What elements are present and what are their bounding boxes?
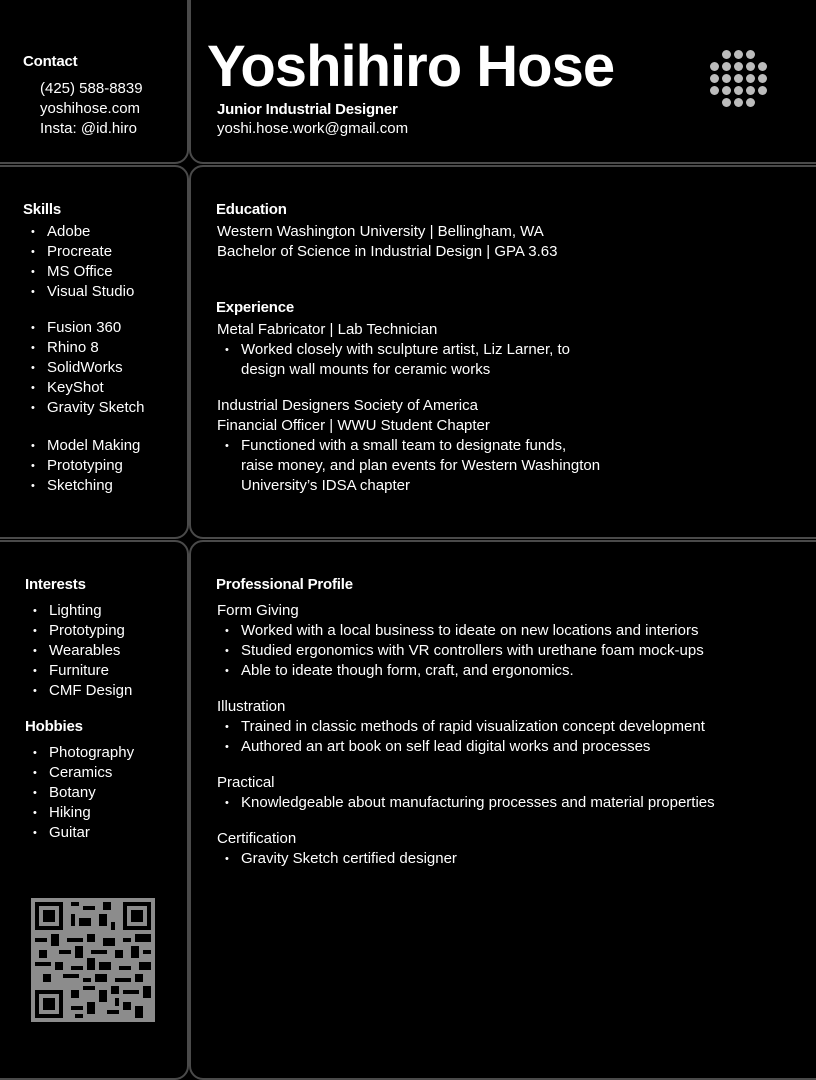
list-item: • Adobe xyxy=(23,222,134,242)
list-item: • Prototyping xyxy=(23,456,140,476)
list-item: • Procreate xyxy=(23,242,134,262)
skills-heading: Skills xyxy=(23,201,61,218)
contact-website[interactable]: yoshihose.com xyxy=(40,100,141,117)
email-link[interactable]: yoshi.hose.work@gmail.com xyxy=(217,120,409,137)
profile-section-title: Form Giving xyxy=(217,602,299,619)
profile-certification-list xyxy=(217,849,457,869)
job1-title: Metal Fabricator | Lab Technician xyxy=(217,321,438,338)
list-item: • Able to ideate though form, craft, and ergonomics. xyxy=(217,661,704,681)
list-item: • Visual Studio xyxy=(23,282,134,302)
job2-title: Financial Officer | WWU Student Chapter xyxy=(217,417,490,434)
list-item: • Wearables xyxy=(25,641,132,661)
list-item: • Functioned with a small team to designate funds, raise money, and plan events for Western Washington University’s IDSA chapter xyxy=(217,436,600,496)
hobbies-heading: Hobbies xyxy=(25,718,83,735)
skills-list-making xyxy=(23,436,140,496)
list-item: • Photography xyxy=(25,743,134,763)
profile-heading: Professional Profile xyxy=(216,576,353,593)
education-heading: Education xyxy=(216,201,287,218)
list-item: • Fusion 360 xyxy=(23,318,145,338)
list-item: • Sketching xyxy=(23,476,140,496)
profile-section-title: Certification xyxy=(217,830,297,847)
experience-heading: Experience xyxy=(216,299,295,316)
profile-illustration-list xyxy=(217,717,705,757)
profile-form-giving-list xyxy=(217,621,704,681)
list-item: • Authored an art book on self lead digital works and processes xyxy=(217,737,705,757)
education-school: Western Washington University | Bellingham, WA xyxy=(217,223,544,240)
list-item: • MS Office xyxy=(23,262,134,282)
list-item: • Prototyping xyxy=(25,621,132,641)
job-title: Junior Industrial Designer xyxy=(217,101,398,118)
contact-heading: Contact xyxy=(23,53,78,70)
contact-instagram[interactable]: Insta: @id.hiro xyxy=(40,120,137,137)
list-item: • Hiking xyxy=(25,803,134,823)
profile-practical-list xyxy=(217,793,715,813)
interests-list xyxy=(25,601,132,701)
list-item: • Worked closely with sculpture artist, Liz Larner, to design wall mounts for ceramic works xyxy=(217,340,570,380)
qr-code-icon[interactable] xyxy=(31,898,155,1022)
list-item: • KeyShot xyxy=(23,378,145,398)
skills-list-cad xyxy=(23,318,145,418)
list-item: • Worked with a local business to ideate on new locations and interiors xyxy=(217,621,704,641)
list-item: • Knowledgeable about manufacturing processes and material properties xyxy=(217,793,715,813)
list-item: • Gravity Sketch xyxy=(23,398,145,418)
interests-heading: Interests xyxy=(25,576,86,593)
list-item: • Model Making xyxy=(23,436,140,456)
job2-org: Industrial Designers Society of America xyxy=(217,397,478,414)
profile-section-title: Practical xyxy=(217,774,275,791)
contact-phone[interactable]: (425) 588-8839 xyxy=(40,80,143,97)
dot-logo-icon xyxy=(707,48,773,114)
profile-section-title: Illustration xyxy=(217,698,286,715)
list-item: • Botany xyxy=(25,783,134,803)
list-item: • Lighting xyxy=(25,601,132,621)
education-degree: Bachelor of Science in Industrial Design | GPA 3.63 xyxy=(217,243,558,260)
skills-list-software xyxy=(23,222,134,302)
list-item: • SolidWorks xyxy=(23,358,145,378)
job2-bullets xyxy=(217,436,600,496)
list-item: • Gravity Sketch certified designer xyxy=(217,849,457,869)
job1-bullets xyxy=(217,340,570,380)
page-title: Yoshihiro Hose xyxy=(207,34,615,99)
list-item: • Studied ergonomics with VR controllers with urethane foam mock-ups xyxy=(217,641,704,661)
hobbies-list xyxy=(25,743,134,843)
list-item: • Rhino 8 xyxy=(23,338,145,358)
list-item: • Furniture xyxy=(25,661,132,681)
list-item: • Trained in classic methods of rapid visualization concept development xyxy=(217,717,705,737)
list-item: • Ceramics xyxy=(25,763,134,783)
list-item: • CMF Design xyxy=(25,681,132,701)
list-item: • Guitar xyxy=(25,823,134,843)
